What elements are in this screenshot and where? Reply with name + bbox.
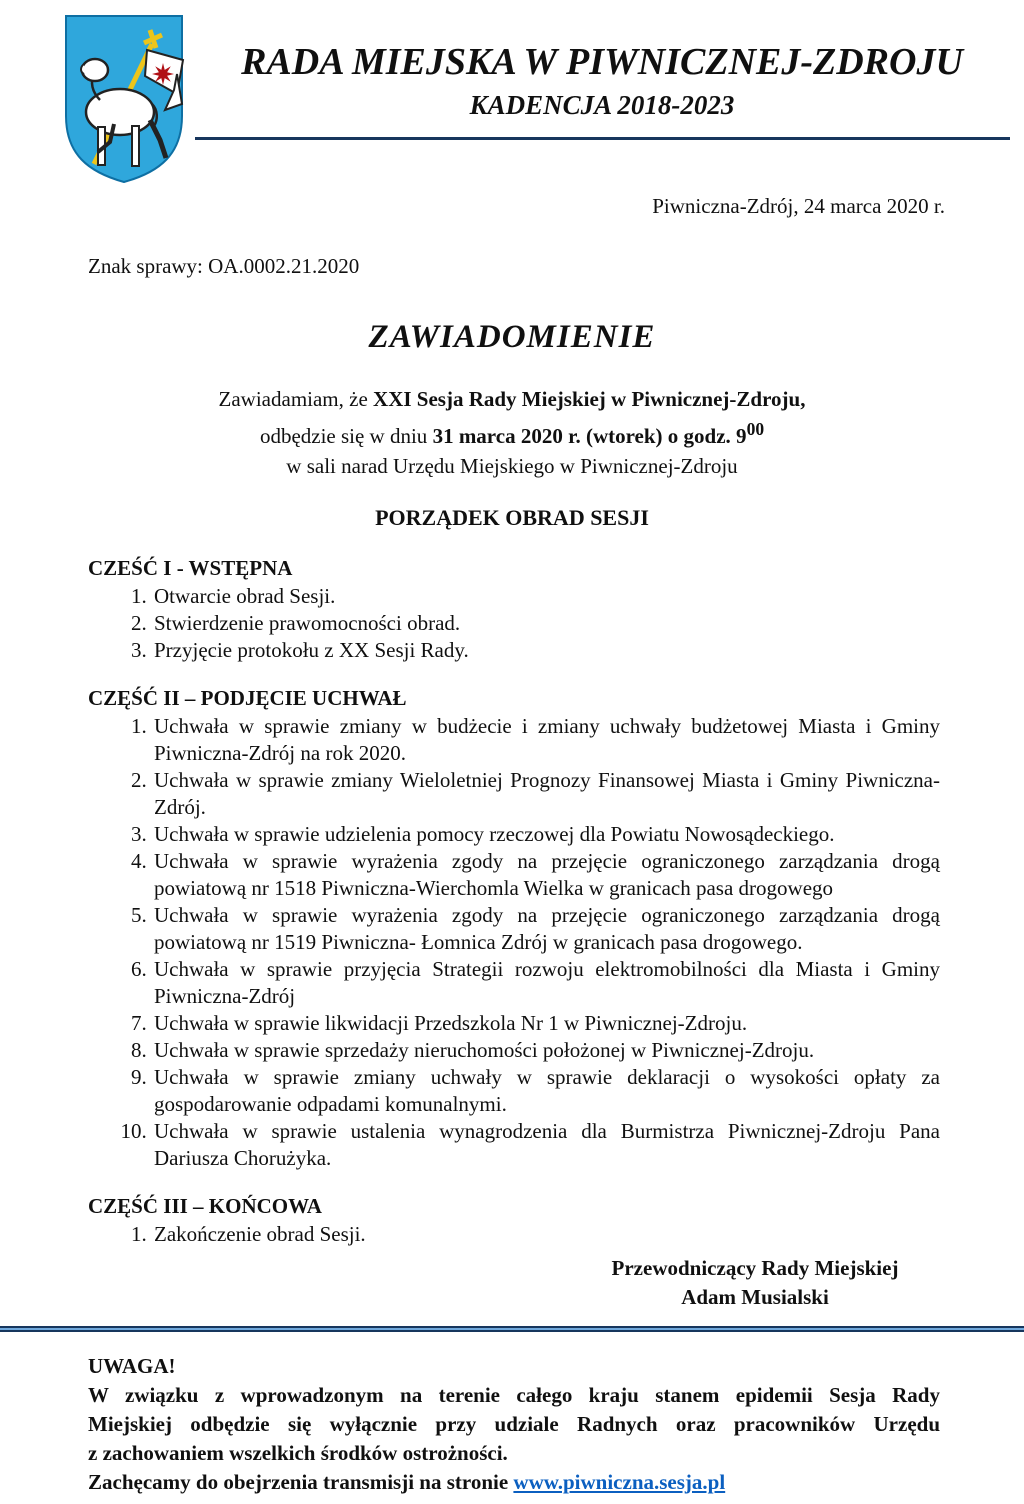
- agenda-item: 9. Uchwała w sprawie zmiany uchwały w sprawie deklaracji o wysokości opłaty za gospodarowanie odpadami komunalnymi.: [152, 1064, 940, 1118]
- intro-line-3: w sali narad Urzędu Miejskiego w Piwnicznej-Zdroju: [286, 454, 738, 478]
- agenda-item: 2. Stwierdzenie prawomocności obrad.: [152, 610, 940, 637]
- intro-line-2: [0, 414, 1024, 451]
- signature-block: [575, 1254, 935, 1312]
- intro-line-1: [0, 384, 1024, 414]
- dateline: Piwniczna-Zdrój, 24 marca 2020 r.: [652, 194, 945, 218]
- agenda-item: 4. Uchwała w sprawie wyrażenia zgody na przejęcie ograniczonego zarządzania drogą powiatową nr 1518 Piwniczna-Wierchomla Wielka w granicach pasa drogowego: [152, 848, 940, 902]
- coat-of-arms-icon: [62, 12, 186, 186]
- section-2-list: [88, 713, 940, 1172]
- warning-title: UWAGA!: [88, 1354, 176, 1378]
- section-title: CZĘŚĆ II – PODJĘCIE UCHWAŁ: [88, 686, 407, 710]
- agenda-item: 1. Uchwała w sprawie zmiany w budżecie i zmiany uchwały budżetowej Miasta i Gminy Piwniczna-Zdrój na rok 2020.: [152, 713, 940, 767]
- warning-line-2: Miejskiej odbędzie się wyłącznie przy udziale Radnych oraz pracowników Urzędu: [88, 1412, 940, 1436]
- organization-title: RADA MIEJSKA W PIWNICZNEJ-ZDROJU: [241, 41, 963, 83]
- agenda-item: 10. Uchwała w sprawie ustalenia wynagrodzenia dla Burmistrza Piwnicznej-Zdroju Pana Dariusza Chorużyka.: [152, 1118, 940, 1172]
- intro-line-1-bold: XXI Sesja Rady Miejskiej w Piwnicznej-Zdroju,: [373, 387, 806, 411]
- masthead: [190, 0, 1014, 121]
- case-reference: Znak sprawy: OA.0002.21.2020: [88, 254, 360, 278]
- stream-link[interactable]: www.piwniczna.sesja.pl: [513, 1470, 726, 1494]
- intro-line-1-normal: Zawiadamiam, że: [218, 387, 374, 411]
- intro-line-2-normal: odbędzie się w dniu: [259, 424, 433, 448]
- section-1-list: [88, 583, 940, 664]
- agenda-item: 5. Uchwała w sprawie wyrażenia zgody na przejęcie ograniczonego zarządzania drogą powiatową nr 1519 Piwniczna- Łomnica Zdrój w granicach pasa drogowego.: [152, 902, 940, 956]
- lamb-head: [82, 59, 108, 81]
- agenda-item: 6. Uchwała w sprawie przyjęcia Strategii rozwoju elektromobilności dla Miasta i Gminy Piwniczna-Zdrój: [152, 956, 940, 1010]
- header-rule: [195, 137, 1010, 140]
- section-title: CZEŚĆ I - WSTĘPNA: [88, 556, 293, 580]
- signature-role: Przewodniczący Rady Miejskiej: [611, 1256, 899, 1280]
- agenda-item: 1. Otwarcie obrad Sesji.: [152, 583, 940, 610]
- stream-line-prefix: Zachęcamy do obejrzenia transmisji na stronie: [88, 1470, 514, 1494]
- section-title: CZĘŚĆ III – KOŃCOWA: [88, 1194, 322, 1218]
- section-part-2: [88, 684, 940, 1172]
- intro-time-superscript: 00: [746, 419, 765, 439]
- signature-name: Adam Musialski: [681, 1285, 829, 1309]
- agenda-item: 7. Uchwała w sprawie likwidacji Przedszkola Nr 1 w Piwnicznej-Zdroju.: [152, 1010, 940, 1037]
- lamb-hind-leg: [132, 126, 139, 166]
- warning-line-3: z zachowaniem wszelkich środków ostrożności.: [88, 1441, 508, 1465]
- agenda-content: [88, 554, 940, 1248]
- notice-title: ZAWIADOMIENIE: [368, 319, 656, 355]
- agenda-item: 1. Zakończenie obrad Sesji.: [152, 1221, 940, 1248]
- warning-line-1: W związku z wprowadzonym na terenie całego kraju stanem epidemii Sesja Rady: [88, 1383, 940, 1407]
- agenda-item: 3. Przyjęcie protokołu z XX Sesji Rady.: [152, 637, 940, 664]
- intro-paragraph: [0, 384, 1024, 481]
- section-part-3: [88, 1192, 940, 1248]
- footer-rule: [0, 1326, 1024, 1332]
- agenda-heading: PORZĄDEK OBRAD SESJI: [375, 505, 649, 530]
- agenda-item: 2. Uchwała w sprawie zmiany Wieloletniej Prognozy Finansowej Miasta i Gminy Piwniczna-Zdrój.: [152, 767, 940, 821]
- section-3-list: [88, 1221, 940, 1248]
- intro-line-2-bold: 31 marca 2020 r. (wtorek) o godz. 9: [432, 424, 747, 448]
- red-star: [152, 63, 174, 85]
- section-part-1: [88, 554, 940, 664]
- footer-warning: [88, 1352, 940, 1497]
- stream-line: [88, 1468, 940, 1497]
- lamb-ear: [81, 64, 84, 74]
- term-subtitle: KADENCJA 2018-2023: [469, 90, 735, 120]
- agenda-item: 8. Uchwała w sprawie sprzedaży nieruchomości położonej w Piwnicznej-Zdroju.: [152, 1037, 940, 1064]
- agenda-item: 3. Uchwała w sprawie udzielenia pomocy rzeczowej dla Powiatu Nowosądeckiego.: [152, 821, 940, 848]
